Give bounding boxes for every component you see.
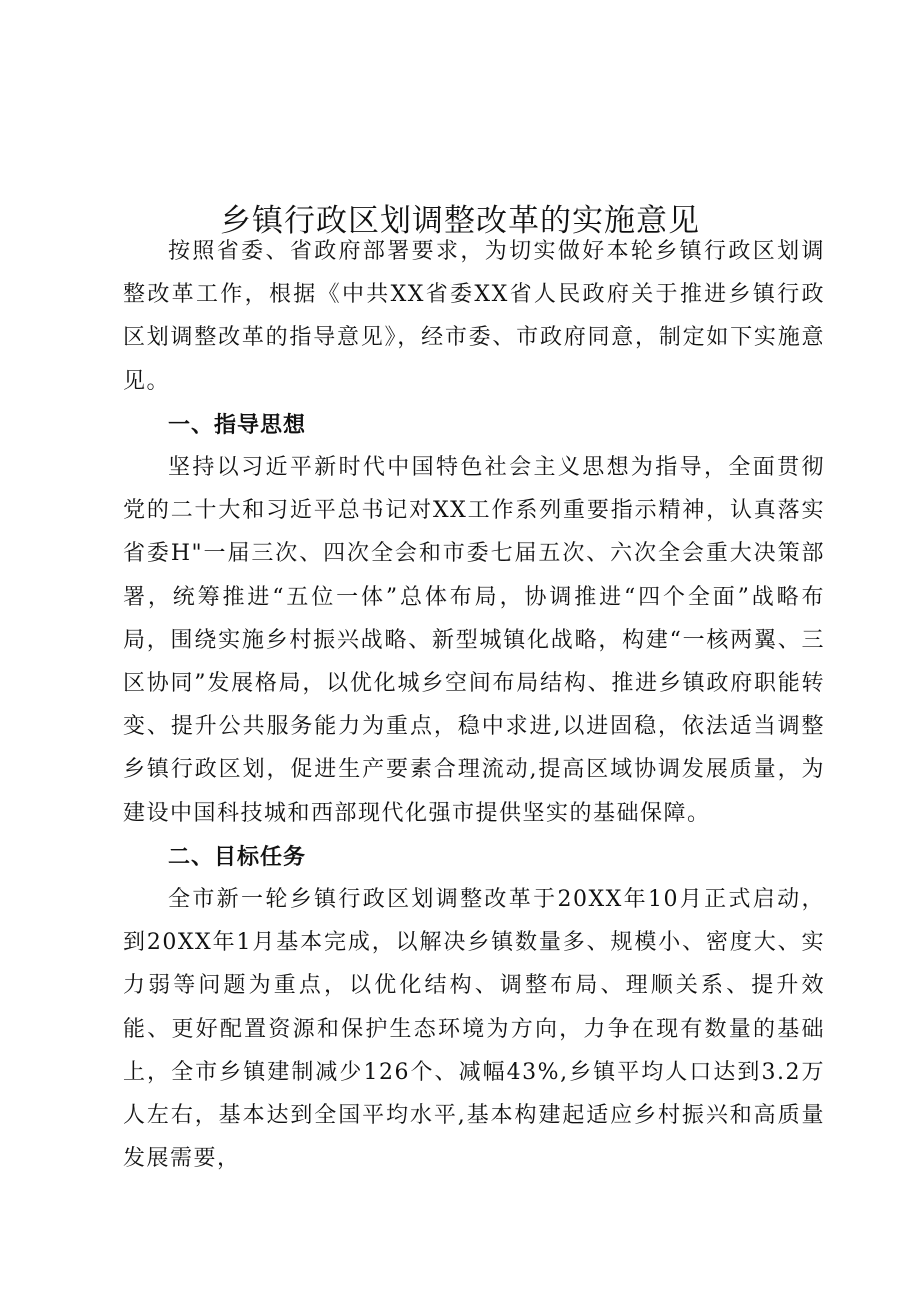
section-body-goals-tasks: 全市新一轮乡镇行政区划调整改革于20XX年10月正式启动，到20XX年1月基本完成，以解决乡镇数量多、规模小、密度大、实力弱等问题为重点，以优化结构、调整布局、理顺关系、提升效能、更好配置资源和保护生态环境为方向，力争在现有数量的基础上，全市乡镇建制减少126个、减幅43%,乡镇平均人口达到3.2万人左右，基本达到全国平均水平,基本构建起适应乡村振兴和高质量发展需要，: [123, 887, 825, 1172]
intro-paragraph: 按照省委、省政府部署要求，为切实做好本轮乡镇行政区划调整改革工作，根据《中共XX省委XX省人民政府关于推进乡镇行政区划调整改革的指导意见》，经市委、市政府同意，制定如下实施意见。: [123, 239, 825, 394]
section-heading-guiding-ideology: 一、指导思想: [168, 413, 307, 438]
section-body-guiding-ideology: 坚持以习近平新时代中国特色社会主义思想为指导，全面贯彻党的二十大和习近平总书记对XX工作系列重要指示精神，认真落实省委H"一届三次、四次全会和市委七届五次、六次全会重大决策部署，统筹推进“五位一体”总体布局，协调推进“四个全面”战略布局，围绕实施乡村振兴战略、新型城镇化战略，构建“一核两翼、三区协同”发展格局，以优化城乡空间布局结构、推进乡镇政府职能转变、提升公共服务能力为重点，稳中求进,以进固稳，依法适当调整乡镇行政区划，促进生产要素合理流动,提高区域协调发展质量，为建设中国科技城和西部现代化强市提供坚实的基础保障。: [123, 455, 825, 826]
document-title: 乡镇行政区划调整改革的实施意见: [220, 202, 700, 239]
section-heading-goals-tasks: 二、目标任务: [168, 845, 307, 870]
